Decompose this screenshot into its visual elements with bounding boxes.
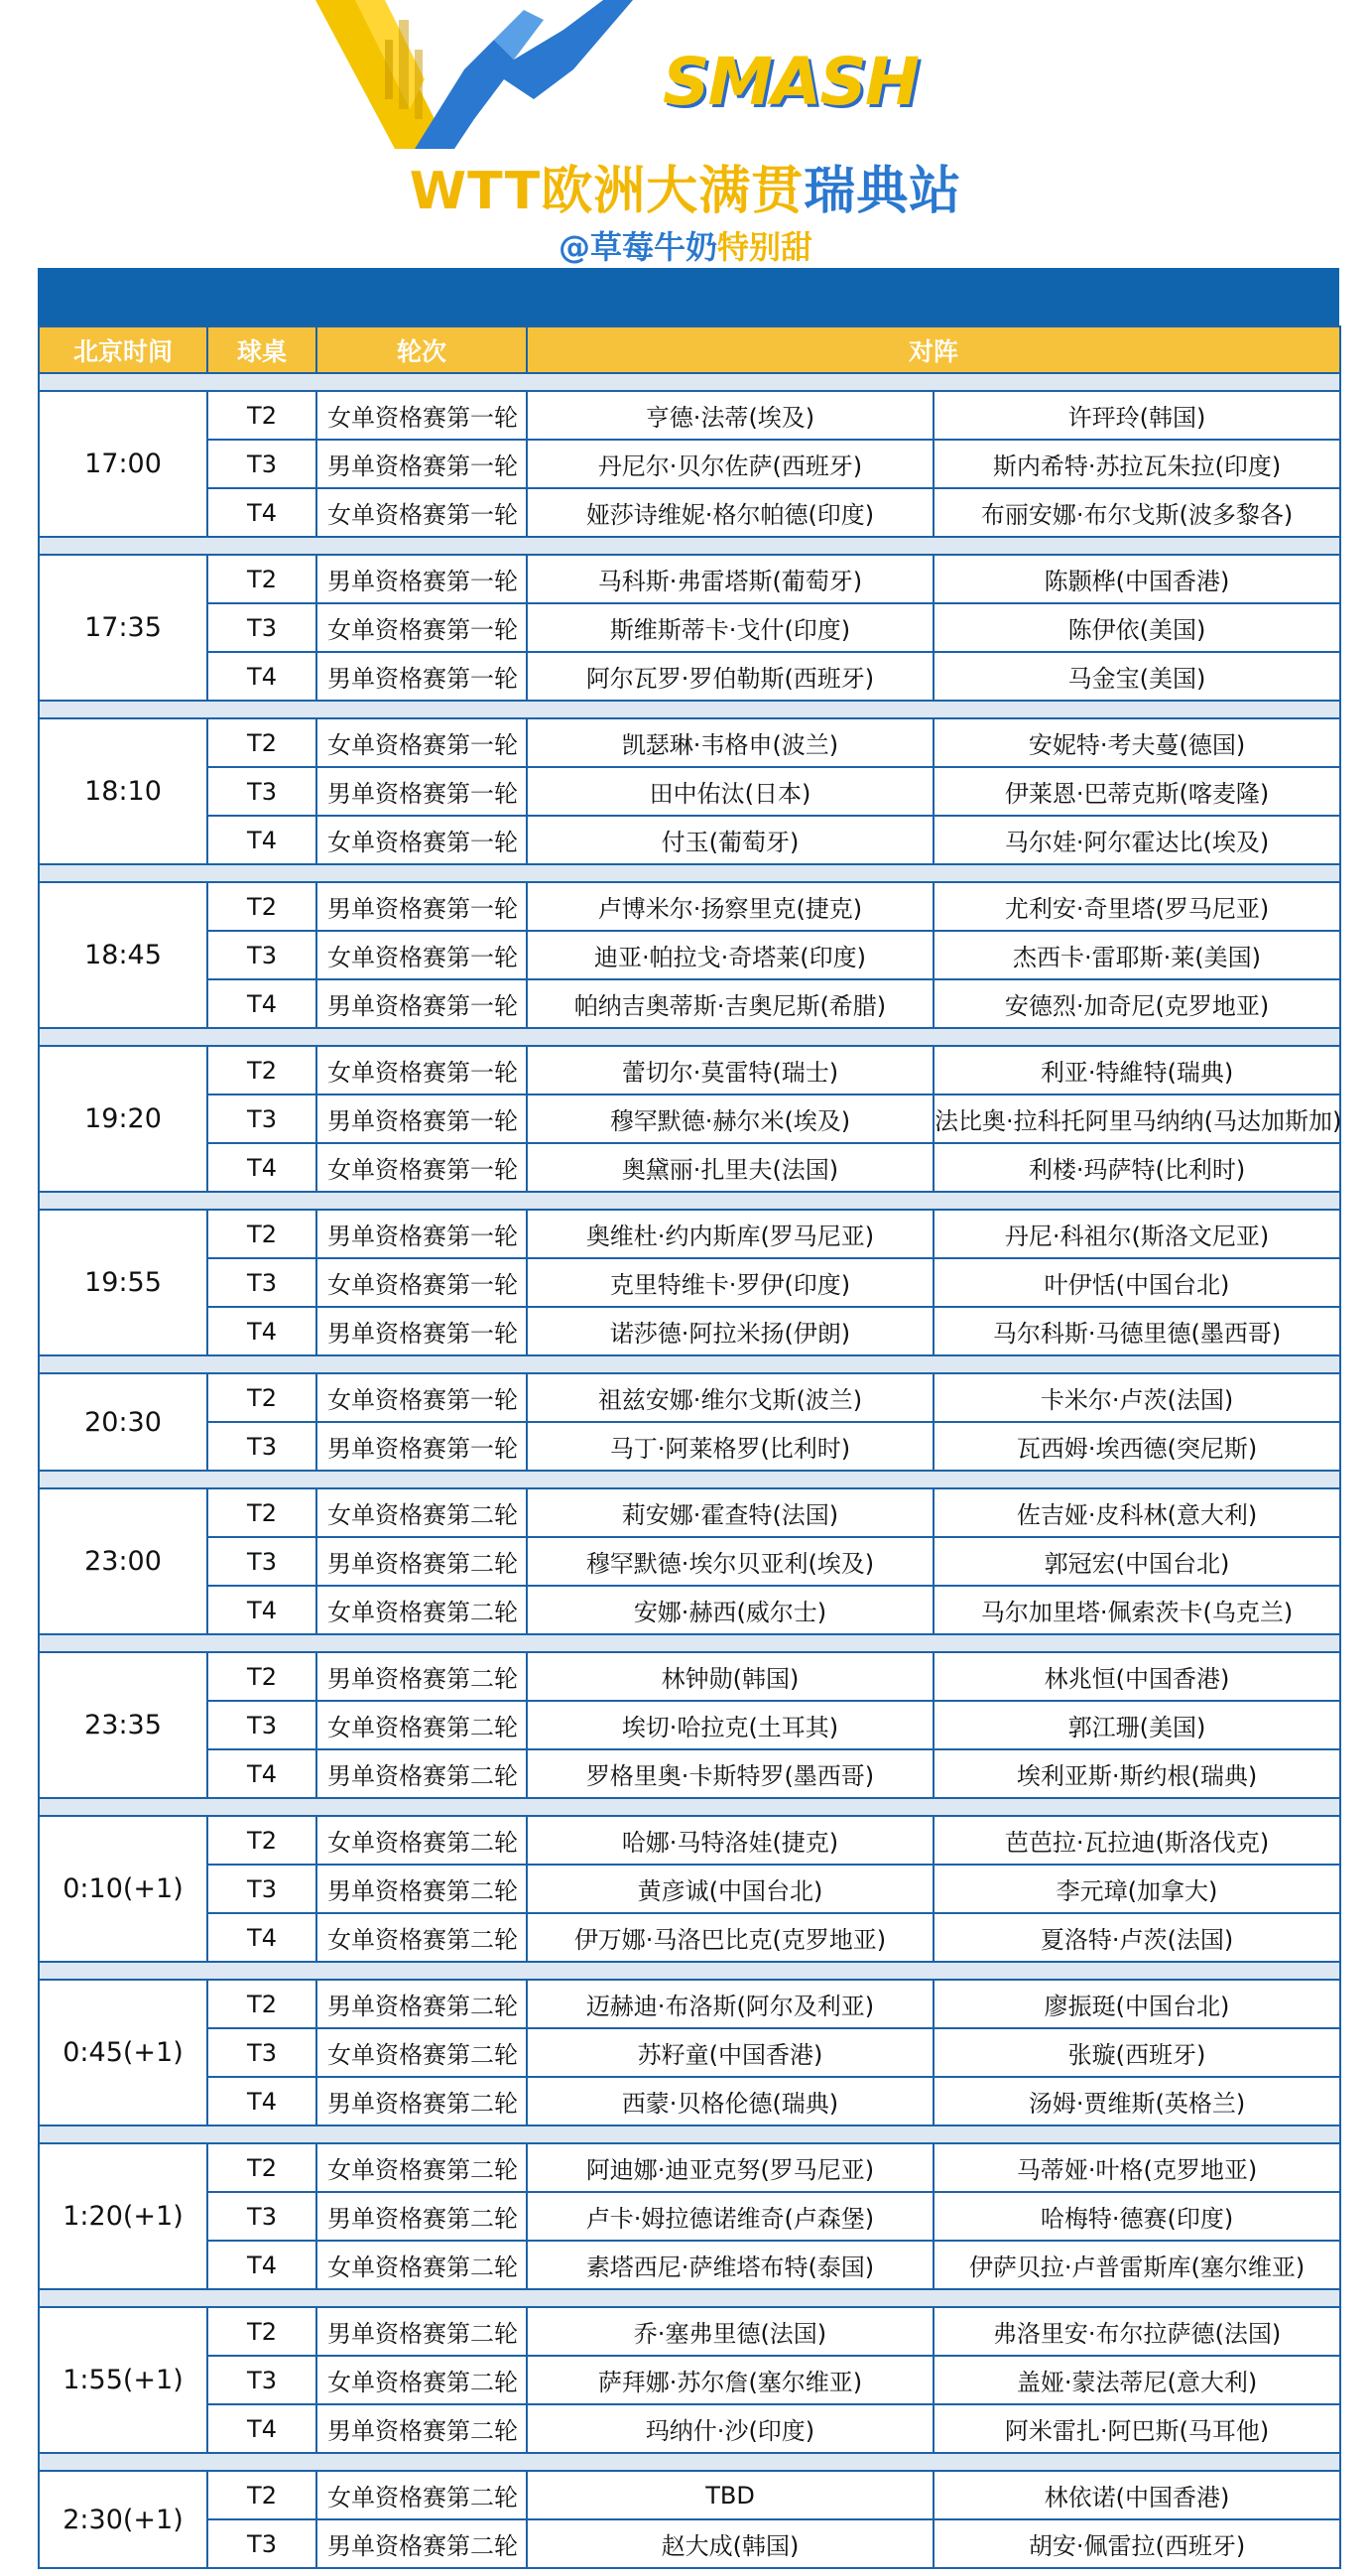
table-cell: T3 — [207, 2192, 316, 2241]
table-cell: T3 — [207, 2519, 316, 2568]
table-cell: T4 — [207, 1307, 316, 1355]
time-cell: 17:35 — [39, 555, 207, 701]
player2-cell: 叶伊恬(中国台北) — [934, 1258, 1340, 1307]
table-row — [39, 979, 1340, 1028]
player1-cell: 凯瑟琳·韦格申(波兰) — [527, 718, 934, 767]
column-header-time: 北京时间 — [39, 326, 207, 373]
separator-cell — [39, 537, 1340, 555]
player2-cell: 廖振珽(中国台北) — [934, 1980, 1340, 2028]
table-cell: T4 — [207, 1749, 316, 1798]
round-cell: 男单资格赛第一轮 — [316, 555, 527, 603]
separator-cell — [39, 1192, 1340, 1210]
time-cell: 17:00 — [39, 391, 207, 537]
round-cell: 男单资格赛第一轮 — [316, 652, 527, 701]
table-cell: T4 — [207, 816, 316, 864]
table-row — [39, 1143, 1340, 1192]
player1-cell: 帕纳吉奥蒂斯·吉奥尼斯(希腊) — [527, 979, 934, 1028]
player2-cell: 郭江珊(美国) — [934, 1701, 1340, 1749]
schedule-table-container — [38, 268, 1342, 2569]
player2-cell: 李元璋(加拿大) — [934, 1865, 1340, 1913]
table-cell: T2 — [207, 2471, 316, 2519]
table-row — [39, 1701, 1340, 1749]
player2-cell: 张璇(西班牙) — [934, 2028, 1340, 2077]
session-separator — [39, 1192, 1340, 1210]
time-cell: 18:45 — [39, 882, 207, 1028]
table-row — [39, 767, 1340, 816]
round-cell: 女单资格赛第一轮 — [316, 1258, 527, 1307]
table-cell: T2 — [207, 1652, 316, 1701]
column-header-matchup: 对阵 — [527, 326, 1340, 373]
round-cell: 男单资格赛第二轮 — [316, 1652, 527, 1701]
table-cell: T2 — [207, 2307, 316, 2356]
title-part-2: 瑞典站 — [804, 162, 962, 221]
separator-cell — [39, 2289, 1340, 2307]
time-cell: 1:55(+1) — [39, 2307, 207, 2453]
table-row — [39, 488, 1340, 537]
session-separator — [39, 864, 1340, 882]
table-cell: T2 — [207, 1488, 316, 1537]
player1-cell: 迈赫迪·布洛斯(阿尔及利亚) — [527, 1980, 934, 2028]
round-cell: 女单资格赛第二轮 — [316, 1586, 527, 1634]
table-cell: T2 — [207, 1980, 316, 2028]
page-title — [0, 149, 1371, 223]
table-cell: T3 — [207, 603, 316, 652]
round-cell: 女单资格赛第一轮 — [316, 391, 527, 440]
table-row — [39, 1422, 1340, 1471]
player2-cell: 埃利亚斯·斯约根(瑞典) — [934, 1749, 1340, 1798]
wtt-v-logo-icon — [315, 0, 653, 149]
player1-cell: 田中佑汰(日本) — [527, 767, 934, 816]
table-row — [39, 1258, 1340, 1307]
round-cell: 男单资格赛第一轮 — [316, 1307, 527, 1355]
time-cell: 0:10(+1) — [39, 1816, 207, 1962]
table-row — [39, 2143, 1340, 2192]
time-cell: 23:00 — [39, 1488, 207, 1634]
session-separator — [39, 1028, 1340, 1046]
table-cell: T3 — [207, 2028, 316, 2077]
author-handle: @草莓牛奶 — [558, 228, 717, 266]
round-cell: 男单资格赛第一轮 — [316, 767, 527, 816]
time-cell: 19:20 — [39, 1046, 207, 1192]
table-row — [39, 2471, 1340, 2519]
player1-cell: 萨拜娜·苏尔詹(塞尔维亚) — [527, 2356, 934, 2404]
table-cell: T4 — [207, 1143, 316, 1192]
player1-cell: 蕾切尔·莫雷特(瑞士) — [527, 1046, 934, 1095]
time-cell: 20:30 — [39, 1373, 207, 1471]
player2-cell: 夏洛特·卢茨(法国) — [934, 1913, 1340, 1962]
round-cell: 女单资格赛第一轮 — [316, 1143, 527, 1192]
table-row — [39, 1980, 1340, 2028]
round-cell: 男单资格赛第一轮 — [316, 882, 527, 931]
player1-cell: 娅莎诗维妮·格尔帕德(印度) — [527, 488, 934, 537]
player2-cell: 尤利安·奇里塔(罗马尼亚) — [934, 882, 1340, 931]
player1-cell: 罗格里奥·卡斯特罗(墨西哥) — [527, 1749, 934, 1798]
header — [0, 0, 1371, 270]
player2-cell: 芭芭拉·瓦拉迪(斯洛伐克) — [934, 1816, 1340, 1865]
table-row — [39, 2028, 1340, 2077]
table-row — [39, 1307, 1340, 1355]
player1-cell: 乔·塞弗里德(法国) — [527, 2307, 934, 2356]
player2-cell: 郭冠宏(中国台北) — [934, 1537, 1340, 1586]
table-row — [39, 1537, 1340, 1586]
round-cell: 女单资格赛第一轮 — [316, 1046, 527, 1095]
player2-cell: 陈颢桦(中国香港) — [934, 555, 1340, 603]
player1-cell: 克里特维卡·罗伊(印度) — [527, 1258, 934, 1307]
table-cell: T4 — [207, 652, 316, 701]
player1-cell: 安娜·赫西(威尔士) — [527, 1586, 934, 1634]
column-header-round: 轮次 — [316, 326, 527, 373]
round-cell: 男单资格赛第一轮 — [316, 1095, 527, 1143]
table-row — [39, 391, 1340, 440]
round-cell: 女单资格赛第二轮 — [316, 2241, 527, 2289]
player2-cell: 杰西卡·雷耶斯·莱(美国) — [934, 931, 1340, 979]
player2-cell: 许玶玲(韩国) — [934, 391, 1340, 440]
player2-cell: 马尔加里塔·佩索茨卡(乌克兰) — [934, 1586, 1340, 1634]
table-row — [39, 931, 1340, 979]
player1-cell: 马丁·阿莱格罗(比利时) — [527, 1422, 934, 1471]
schedule-body — [39, 373, 1340, 2568]
table-cell: T2 — [207, 1210, 316, 1258]
round-cell: 男单资格赛第二轮 — [316, 2192, 527, 2241]
author-credit — [0, 222, 1371, 268]
player1-cell: 奥维杜·约内斯库(罗马尼亚) — [527, 1210, 934, 1258]
table-row — [39, 1095, 1340, 1143]
time-cell: 19:55 — [39, 1210, 207, 1355]
round-cell: 女单资格赛第二轮 — [316, 2028, 527, 2077]
round-cell: 男单资格赛第二轮 — [316, 1537, 527, 1586]
player1-cell: 穆罕默德·赫尔米(埃及) — [527, 1095, 934, 1143]
round-cell: 男单资格赛第二轮 — [316, 2404, 527, 2453]
player1-cell: 奥黛丽·扎里夫(法国) — [527, 1143, 934, 1192]
table-row — [39, 1586, 1340, 1634]
player2-cell: 法比奥·拉科托阿里马纳纳(马达加斯加) — [934, 1095, 1340, 1143]
player2-cell: 阿米雷扎·阿巴斯(马耳他) — [934, 2404, 1340, 2453]
table-row — [39, 440, 1340, 488]
player2-cell: 汤姆·贾维斯(英格兰) — [934, 2077, 1340, 2125]
smash-logo: SMASH — [663, 44, 919, 120]
session-separator — [39, 2453, 1340, 2471]
table-row — [39, 2077, 1340, 2125]
session-separator — [39, 1355, 1340, 1373]
player1-cell: 丹尼尔·贝尔佐萨(西班牙) — [527, 440, 934, 488]
table-row — [39, 603, 1340, 652]
separator-cell — [39, 1798, 1340, 1816]
round-cell: 男单资格赛第一轮 — [316, 979, 527, 1028]
time-cell: 23:35 — [39, 1652, 207, 1798]
table-cell: T4 — [207, 2077, 316, 2125]
session-separator — [39, 1962, 1340, 1980]
player2-cell: 马金宝(美国) — [934, 652, 1340, 701]
player1-cell: 阿尔瓦罗·罗伯勒斯(西班牙) — [527, 652, 934, 701]
table-row — [39, 2307, 1340, 2356]
player1-cell: 阿迪娜·迪亚克努(罗马尼亚) — [527, 2143, 934, 2192]
round-cell: 男单资格赛第一轮 — [316, 1422, 527, 1471]
table-row — [39, 2192, 1340, 2241]
table-row — [39, 1749, 1340, 1798]
table-cell: T2 — [207, 555, 316, 603]
round-cell: 女单资格赛第二轮 — [316, 2143, 527, 2192]
table-cell: T4 — [207, 979, 316, 1028]
session-separator — [39, 537, 1340, 555]
session-separator — [39, 2289, 1340, 2307]
table-cell: T3 — [207, 1537, 316, 1586]
separator-cell — [39, 864, 1340, 882]
table-cell: T3 — [207, 1095, 316, 1143]
player1-cell: 黄彦诚(中国台北) — [527, 1865, 934, 1913]
table-row — [39, 1652, 1340, 1701]
table-cell: T2 — [207, 2143, 316, 2192]
table-row — [39, 555, 1340, 603]
player1-cell: 迪亚·帕拉戈·奇塔莱(印度) — [527, 931, 934, 979]
round-cell: 女单资格赛第一轮 — [316, 816, 527, 864]
separator-cell — [39, 1028, 1340, 1046]
player1-cell: 苏籽童(中国香港) — [527, 2028, 934, 2077]
player2-cell: 弗洛里安·布尔拉萨德(法国) — [934, 2307, 1340, 2356]
round-cell: 女单资格赛第二轮 — [316, 1816, 527, 1865]
player1-cell: 赵大成(韩国) — [527, 2519, 934, 2568]
player1-cell: 玛纳什·沙(印度) — [527, 2404, 934, 2453]
separator-cell — [39, 373, 1340, 391]
player2-cell: 安德烈·加奇尼(克罗地亚) — [934, 979, 1340, 1028]
round-cell: 女单资格赛第二轮 — [316, 2471, 527, 2519]
player2-cell: 布丽安娜·布尔戈斯(波多黎各) — [934, 488, 1340, 537]
player2-cell: 盖娅·蒙法蒂尼(意大利) — [934, 2356, 1340, 2404]
player2-cell: 马尔娃·阿尔霍达比(埃及) — [934, 816, 1340, 864]
player2-cell: 佐吉娅·皮科林(意大利) — [934, 1488, 1340, 1537]
round-cell: 女单资格赛第一轮 — [316, 1373, 527, 1422]
table-row — [39, 1816, 1340, 1865]
separator-cell — [39, 1355, 1340, 1373]
table-header-row — [39, 326, 1340, 373]
table-row — [39, 1913, 1340, 1962]
table-row — [39, 2241, 1340, 2289]
table-title-bar — [38, 268, 1339, 325]
player1-cell: 埃切·哈拉克(土耳其) — [527, 1701, 934, 1749]
table-row — [39, 1488, 1340, 1537]
session-separator — [39, 1798, 1340, 1816]
table-row — [39, 1373, 1340, 1422]
table-cell: T3 — [207, 440, 316, 488]
table-cell: T3 — [207, 767, 316, 816]
player2-cell: 陈伊依(美国) — [934, 603, 1340, 652]
player2-cell: 伊萨贝拉·卢普雷斯库(塞尔维亚) — [934, 2241, 1340, 2289]
table-cell: T2 — [207, 1816, 316, 1865]
table-row — [39, 882, 1340, 931]
table-row — [39, 816, 1340, 864]
schedule-table — [38, 325, 1341, 2569]
separator-cell — [39, 1634, 1340, 1652]
title-part-1: WTT欧洲大满贯 — [409, 162, 805, 221]
player2-cell: 利亚·特維特(瑞典) — [934, 1046, 1340, 1095]
table-cell: T4 — [207, 488, 316, 537]
round-cell: 女单资格赛第一轮 — [316, 718, 527, 767]
time-cell: 2:30(+1) — [39, 2471, 207, 2568]
session-separator — [39, 1634, 1340, 1652]
player1-cell: 素塔西尼·萨维塔布特(泰国) — [527, 2241, 934, 2289]
player1-cell: 斯维斯蒂卡·戈什(印度) — [527, 603, 934, 652]
player2-cell: 安妮特·考夫蔓(德国) — [934, 718, 1340, 767]
round-cell: 男单资格赛第二轮 — [316, 2077, 527, 2125]
player2-cell: 林兆恒(中国香港) — [934, 1652, 1340, 1701]
round-cell: 女单资格赛第二轮 — [316, 1913, 527, 1962]
table-cell: T2 — [207, 391, 316, 440]
round-cell: 男单资格赛第二轮 — [316, 1980, 527, 2028]
column-header-table: 球桌 — [207, 326, 316, 373]
author-handle-highlight: 特别甜 — [717, 228, 813, 266]
table-cell: T3 — [207, 1258, 316, 1307]
table-row — [39, 1865, 1340, 1913]
player1-cell: 莉安娜·霍查特(法国) — [527, 1488, 934, 1537]
player1-cell: 伊万娜·马洛巴比克(克罗地亚) — [527, 1913, 934, 1962]
table-row — [39, 2519, 1340, 2568]
table-cell: T4 — [207, 2404, 316, 2453]
table-row — [39, 1046, 1340, 1095]
session-separator — [39, 2125, 1340, 2143]
player2-cell: 马蒂娅·叶格(克罗地亚) — [934, 2143, 1340, 2192]
table-cell: T2 — [207, 1046, 316, 1095]
player1-cell: 马科斯·弗雷塔斯(葡萄牙) — [527, 555, 934, 603]
player2-cell: 利楼·玛萨特(比利时) — [934, 1143, 1340, 1192]
player1-cell: 林钟勋(韩国) — [527, 1652, 934, 1701]
player1-cell: TBD — [527, 2471, 934, 2519]
session-separator — [39, 373, 1340, 391]
table-cell: T2 — [207, 718, 316, 767]
round-cell: 男单资格赛第二轮 — [316, 1865, 527, 1913]
round-cell: 男单资格赛第一轮 — [316, 1210, 527, 1258]
player2-cell: 哈梅特·德赛(印度) — [934, 2192, 1340, 2241]
table-cell: T4 — [207, 1586, 316, 1634]
player1-cell: 亨德·法蒂(埃及) — [527, 391, 934, 440]
player2-cell: 瓦西姆·埃西德(突尼斯) — [934, 1422, 1340, 1471]
round-cell: 女单资格赛第一轮 — [316, 488, 527, 537]
separator-cell — [39, 1471, 1340, 1488]
player1-cell: 祖兹安娜·维尔戈斯(波兰) — [527, 1373, 934, 1422]
session-separator — [39, 1471, 1340, 1488]
round-cell: 女单资格赛第二轮 — [316, 1488, 527, 1537]
player2-cell: 马尔科斯·马德里德(墨西哥) — [934, 1307, 1340, 1355]
table-cell: T4 — [207, 1913, 316, 1962]
round-cell: 女单资格赛第一轮 — [316, 931, 527, 979]
player2-cell: 斯内希特·苏拉瓦朱拉(印度) — [934, 440, 1340, 488]
table-cell: T3 — [207, 1701, 316, 1749]
round-cell: 女单资格赛第二轮 — [316, 1701, 527, 1749]
table-row — [39, 2356, 1340, 2404]
player2-cell: 林依诺(中国香港) — [934, 2471, 1340, 2519]
round-cell: 女单资格赛第一轮 — [316, 603, 527, 652]
round-cell: 男单资格赛第二轮 — [316, 2307, 527, 2356]
player2-cell: 胡安·佩雷拉(西班牙) — [934, 2519, 1340, 2568]
table-row — [39, 652, 1340, 701]
time-cell: 18:10 — [39, 718, 207, 864]
separator-cell — [39, 1962, 1340, 1980]
table-cell: T3 — [207, 1865, 316, 1913]
round-cell: 女单资格赛第二轮 — [316, 2356, 527, 2404]
session-separator — [39, 701, 1340, 718]
player2-cell: 卡米尔·卢茨(法国) — [934, 1373, 1340, 1422]
player1-cell: 哈娜·马特洛娃(捷克) — [527, 1816, 934, 1865]
time-cell: 1:20(+1) — [39, 2143, 207, 2289]
player1-cell: 诺莎德·阿拉米扬(伊朗) — [527, 1307, 934, 1355]
player1-cell: 穆罕默德·埃尔贝亚利(埃及) — [527, 1537, 934, 1586]
time-cell: 0:45(+1) — [39, 1980, 207, 2125]
player1-cell: 卢卡·姆拉德诺维奇(卢森堡) — [527, 2192, 934, 2241]
table-cell: T2 — [207, 882, 316, 931]
round-cell: 男单资格赛第一轮 — [316, 440, 527, 488]
table-row — [39, 1210, 1340, 1258]
player2-cell: 伊莱恩·巴蒂克斯(喀麦隆) — [934, 767, 1340, 816]
round-cell: 男单资格赛第二轮 — [316, 2519, 527, 2568]
table-row — [39, 718, 1340, 767]
table-cell: T3 — [207, 931, 316, 979]
table-cell: T3 — [207, 2356, 316, 2404]
player1-cell: 付玉(葡萄牙) — [527, 816, 934, 864]
separator-cell — [39, 701, 1340, 718]
table-cell: T3 — [207, 1422, 316, 1471]
round-cell: 男单资格赛第二轮 — [316, 1749, 527, 1798]
table-cell: T2 — [207, 1373, 316, 1422]
separator-cell — [39, 2453, 1340, 2471]
table-row — [39, 2404, 1340, 2453]
player2-cell: 丹尼·科祖尔(斯洛文尼亚) — [934, 1210, 1340, 1258]
player1-cell: 西蒙·贝格伦德(瑞典) — [527, 2077, 934, 2125]
player1-cell: 卢博米尔·扬察里克(捷克) — [527, 882, 934, 931]
table-cell: T4 — [207, 2241, 316, 2289]
separator-cell — [39, 2125, 1340, 2143]
